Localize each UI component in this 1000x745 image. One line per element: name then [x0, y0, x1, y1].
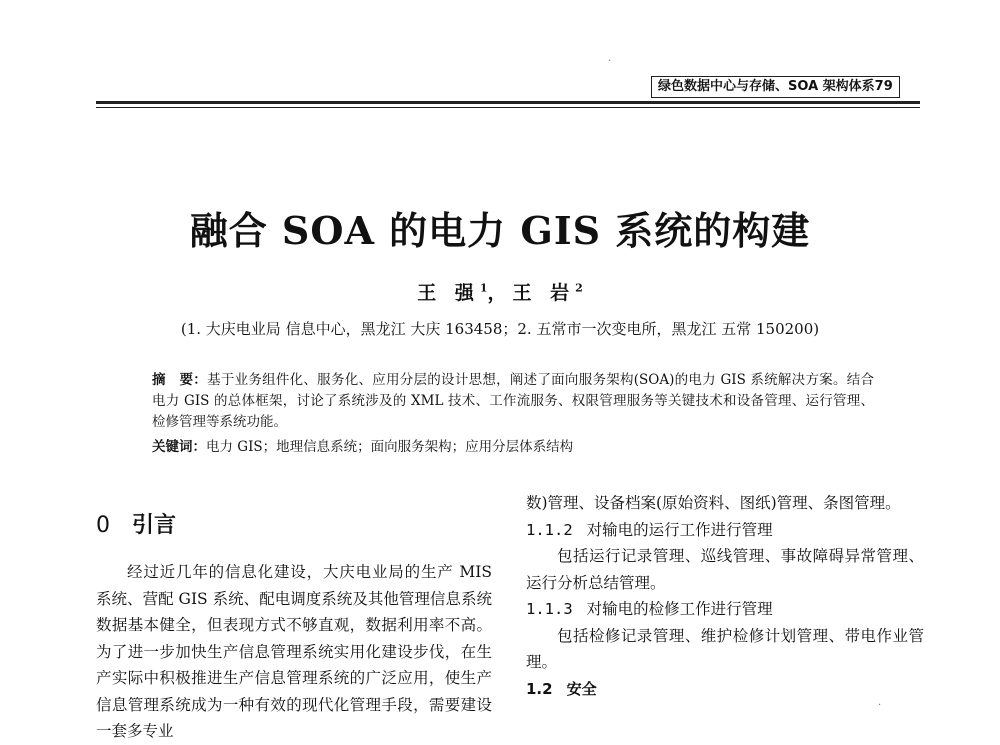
- intro-number: 0: [96, 513, 110, 538]
- author-1-name: 王 强: [417, 282, 480, 304]
- scan-speck: ·: [878, 700, 882, 711]
- abstract: [152, 370, 874, 433]
- left-column: [96, 508, 492, 745]
- subsection-1-1-2-title: 对输电的运行工作进行管理: [586, 520, 773, 539]
- keywords: [152, 437, 874, 458]
- intro-paragraph: 经过近几年的信息化建设，大庆电业局的生产 MIS 系统、营配 GIS 系统、配电调度系统及其他管理信息系统数据基本健全，但表现方式不够直观，数据利用率不高。为了进一步加快生产信息管理系统实用化建设步伐，在生产实际中积极推进生产信息管理系统的广泛应用，使生产信息管理系统成为一种有效的现代化管理手段，需要建设一套多专业: [96, 563, 492, 740]
- header-rule-thick: [96, 101, 920, 104]
- keywords-text: 电力 GIS；地理信息系统；面向服务架构；应用分层体系结构: [206, 439, 574, 455]
- author-2-name: 王 岩: [512, 282, 576, 304]
- subsection-1-2: [526, 676, 924, 703]
- subsection-1-1-2-text: 包括运行记录管理、巡线管理、事故障碍异常管理、运行分析总结管理。: [526, 547, 924, 592]
- section-tag: [651, 76, 900, 98]
- intro-title: 引言: [132, 513, 177, 538]
- abstract-text: 基于业务组件化、服务化、应用分层的设计思想，阐述了面向服务架构(SOA)的电力 GIS 系统解决方案。结合电力 GIS 的总体框架，讨论了系统涉及的 XML 技术、工作流服务、权限管理服务等关键技术和设备管理、运行管理、检修管理等系统功能。: [152, 372, 875, 430]
- author-2-sup: 2: [575, 281, 583, 295]
- subsection-1-1-3-title: 对输电的检修工作进行管理: [586, 600, 773, 618]
- subsection-1-1-2: [526, 517, 924, 544]
- section-tag-text: 绿色数据中心与存储、SOA 架构体系: [658, 79, 875, 94]
- header-rule-thin: [96, 107, 920, 108]
- subsection-1-1-3-number: 1.1.3: [526, 600, 573, 618]
- keywords-label: 关键词：: [152, 439, 206, 455]
- author-line: 王 强$^1$，王 岩$^2$: [417, 281, 583, 304]
- intro-heading: [96, 508, 492, 539]
- subsection-1-1-3: [526, 596, 924, 623]
- subsection-1-2-title: 安全: [566, 679, 597, 698]
- scan-speck: ·: [608, 56, 612, 67]
- continued-paragraph: 数)管理、设备档案(原始资料、图纸)管理、条图管理。: [526, 494, 901, 512]
- affiliations: (1. 大庆电业局 信息中心，黑龙江 大庆 163458；2. 五常市一次变电所，黑龙江 五常 150200): [180, 320, 820, 338]
- abstract-block: [152, 370, 874, 458]
- subsection-1-1-3-text: 包括检修记录管理、维护检修计划管理、带电作业管理。: [526, 626, 924, 671]
- right-column: [526, 490, 924, 702]
- subsection-1-2-number: 1.2: [526, 679, 553, 698]
- paper-title: 融合 SOA 的电力 GIS 系统的构建: [189, 208, 811, 253]
- abstract-label: 摘 要：: [152, 372, 208, 388]
- page-number: 79: [874, 79, 893, 94]
- subsection-1-1-2-number: 1.1.2: [526, 520, 573, 539]
- author-1-sup: 1: [479, 281, 488, 295]
